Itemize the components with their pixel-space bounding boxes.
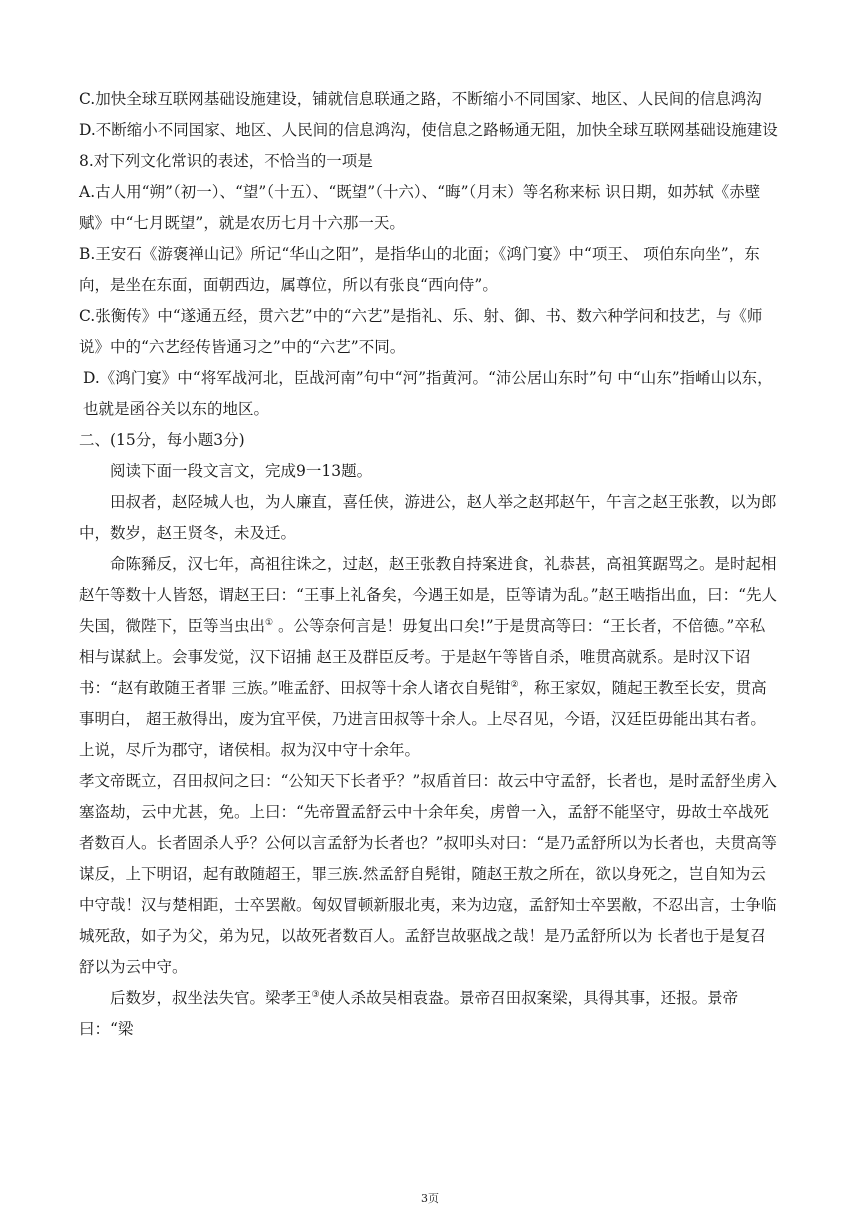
passage-paragraph-4-part-a: 后数岁，叔坐法失官。梁孝王: [110, 989, 312, 1007]
footnote-marker-3: ③: [311, 989, 320, 1000]
passage-paragraph-2-part-c: ，称王家奴，随起王教至长安，贯高事明白， 超王赦得出，废为宜平侯，乃进言田叔等十余人。上尽召见，今语，汉廷臣毋能出其右者。上说，尽斤为郡守，诸侯相。叔为汉中守十余年。: [79, 679, 767, 759]
page-number: 3页: [421, 1192, 439, 1205]
passage-paragraph-4-part-b: 使人杀故吴相袁盎。景帝召田叔案梁，具得其事，还报。景帝曰：“梁: [79, 989, 739, 1038]
option-8d: D.《鸿门宴》中“将军战河北，臣战河南”句中“河”指黄河。“沛公居山东时”句 中“山东”指崤山以东，也就是函谷关以东的地区。: [83, 369, 773, 418]
footnote-marker-1: ①: [265, 617, 274, 628]
passage-paragraph-4: [79, 983, 779, 1045]
option-7c: C.加快全球互联网基础设施建设，铺就信息联通之路，不断缩小不同国家、地区、人民间的信息鸿沟: [79, 90, 762, 108]
section-2-heading: 二、(15分，每小题3分): [79, 431, 245, 449]
passage-paragraph-1: 田叔者，赵陉城人也，为人廉直，喜任侠，游进公，赵人举之赵邦赵午，午言之赵王张教，以为郎中，数岁，赵王贤冬，未及迁。: [79, 493, 777, 542]
passage-paragraph-3: 孝文帝既立，召田叔问之曰：“公知天下长者乎？”叔盾首曰：故云中守孟舒，长者也，是时孟舒坐虏入塞盗劫，云中尤甚，免。上曰：“先帝置孟舒云中十余年矣，虏曾一入，孟舒不能坚守，毋故士卒战死者数百人。长者固杀人乎？公何以言孟舒为长者也？”叔叩头对曰：“是乃孟舒所以为长者也，夫贯高等谋反，上下明诏，起有敢随超王，罪三族.然孟舒自髡钳，随赵王敖之所在，欲以身死之，岂自知为云中守哉！汉与楚相距，士卒罢敝。匈奴冒顿新服北夷，来为边寇，孟舒知士卒罢敝，不忍出言，士争临城死敌，如子为父，弟为兄，以故死者数百人。孟舒岂故驱战之哉！是乃孟舒所以为 长者也于是复召舒以为云中守。: [79, 772, 777, 976]
option-7d: D.不断缩小不同国家、地区、人民间的信息鸿沟，使信息之路畅通无阻，加快全球互联网基础设施建设: [79, 121, 778, 139]
passage-paragraph-2-part-b: 。公等奈何言是！毋复出口矣!”于是贯高等曰：“王长者，不倍德。”卒私相与谋弑上。会事发觉，汉下诏捕 赵王及群臣反考。于是赵午等皆自杀，唯贯高就系。是时汉下诏书：“赵有敢随王者罪 三族。”唯孟舒、田叔等十余人诸衣自髡钳: [79, 617, 766, 697]
reading-instruction: 阅读下面一段文言文，完成9一13题。: [110, 462, 373, 480]
option-8b: B.王安石《游褒禅山记》所记“华山之阳”，是指华山的北面；《鸿门宴》中“项王、 项伯东向坐”，东向，是坐在东面，面朝西边，属尊位，所以有张良“西向侍”。: [79, 245, 760, 294]
footnote-marker-2: ②: [510, 679, 519, 690]
passage-paragraph-2: [79, 549, 779, 766]
question-8-stem: 8.对下列文化常识的表述，不恰当的一项是: [79, 152, 373, 170]
option-8a: A.古人用“朔”（初一）、“望”（十五）、“既望”（十六）、“晦”（月末）等名称来标 识日期，如苏轼《赤壁赋》中“七月既望”，就是农历七月十六那一天。: [79, 183, 761, 232]
option-8c: C.张衡传》中“遂通五经，贯六艺”中的“六艺”是指礼、乐、射、御、书、数六种学问和技艺，与《师说》中的“六艺经传皆通习之”中的“六艺”不同。: [79, 307, 763, 356]
passage-paragraph-2-part-a: 命陈豨反，汉七年，高祖往诛之，过赵，赵王张教自持案进食，礼恭甚，高祖箕踞骂之。是时起相赵午等数十人皆怒，谓赵王曰：“王事上礼备矣，今遇王如是，臣等请为乱。”赵王啮指出血，曰：“先人失国，微陛下，臣等当虫出: [79, 555, 778, 635]
document-body: [79, 84, 779, 1045]
